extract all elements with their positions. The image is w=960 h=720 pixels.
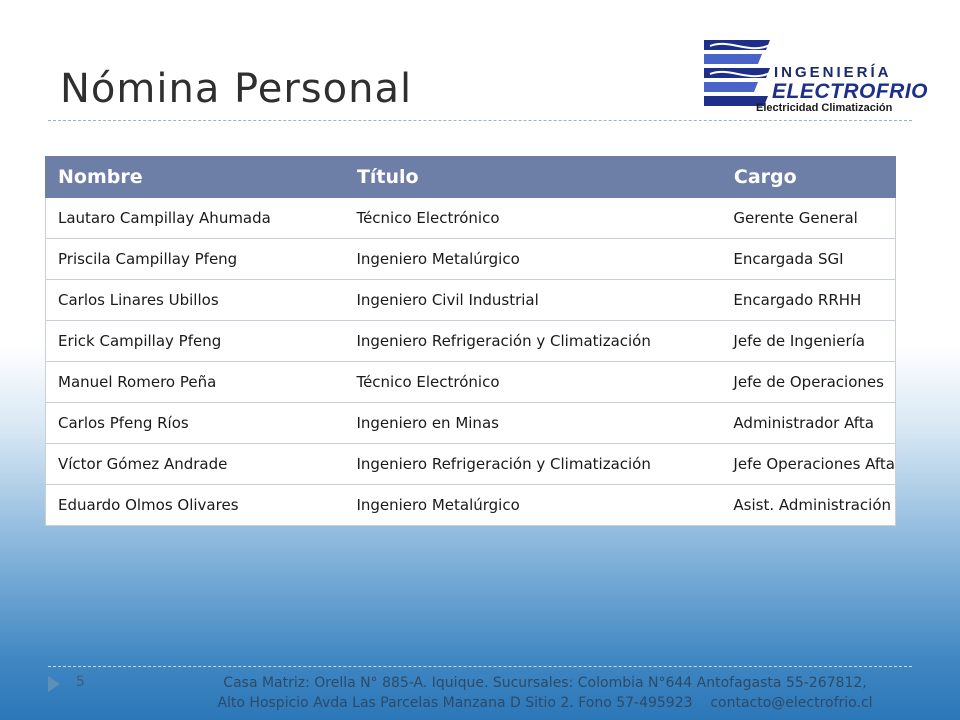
cell-titulo: Ingeniero Metalúrgico (344, 239, 721, 280)
cell-nombre: Manuel Romero Peña (46, 362, 345, 403)
cell-cargo: Encargada SGI (721, 239, 895, 280)
cell-titulo: Ingeniero Refrigeración y Climatización (344, 321, 721, 362)
cell-nombre: Eduardo Olmos Olivares (46, 485, 345, 526)
company-logo (700, 30, 928, 114)
footer-contact (150, 673, 940, 713)
cell-nombre: Carlos Pfeng Ríos (46, 403, 345, 444)
cell-titulo: Ingeniero Refrigeración y Climatización (344, 444, 721, 485)
cell-cargo: Administrador Afta (721, 403, 895, 444)
cell-cargo: Asist. Administración (721, 485, 895, 526)
logo-tagline: Electricidad Climatización (756, 102, 893, 114)
table-row (46, 362, 896, 403)
title-divider (48, 120, 912, 121)
table-header-row (46, 157, 896, 198)
table-row (46, 280, 896, 321)
triangle-bullet-icon (48, 676, 60, 692)
cell-titulo: Ingeniero en Minas (344, 403, 721, 444)
column-header-nombre: Nombre (46, 157, 345, 198)
cell-nombre: Carlos Linares Ubillos (46, 280, 345, 321)
slide-title: Nómina Personal (60, 66, 413, 112)
cell-nombre: Erick Campillay Pfeng (46, 321, 345, 362)
logo-brand-name: ELECTROFRIO (772, 80, 928, 103)
table-row (46, 485, 896, 526)
cell-titulo: Técnico Electrónico (344, 198, 721, 239)
table-row (46, 321, 896, 362)
cell-titulo: Técnico Electrónico (344, 362, 721, 403)
cell-cargo: Jefe de Ingeniería (721, 321, 895, 362)
column-header-titulo: Título (344, 157, 721, 198)
cell-cargo: Gerente General (721, 198, 895, 239)
table-row (46, 198, 896, 239)
page-number: 5 (76, 674, 85, 690)
footer-divider (48, 666, 912, 667)
cell-nombre: Víctor Gómez Andrade (46, 444, 345, 485)
cell-titulo: Ingeniero Civil Industrial (344, 280, 721, 321)
footer-line-1: Casa Matriz: Orella N° 885-A. Iquique. Sucursales: Colombia N°644 Antofagasta 55-267812, (223, 675, 867, 691)
table-row (46, 403, 896, 444)
cell-titulo: Ingeniero Metalúrgico (344, 485, 721, 526)
cell-cargo: Encargado RRHH (721, 280, 895, 321)
cell-nombre: Lautaro Campillay Ahumada (46, 198, 345, 239)
staff-table (45, 156, 896, 526)
column-header-cargo: Cargo (721, 157, 895, 198)
cell-cargo: Jefe Operaciones Afta (721, 444, 895, 485)
logo-line1: INGENIERÍA (774, 64, 892, 81)
cell-cargo: Jefe de Operaciones (721, 362, 895, 403)
table-row (46, 239, 896, 280)
footer-line-2: Alto Hospicio Avda Las Parcelas Manzana D Sitio 2. Fono 57-495923 contacto@electrofrio.cl (217, 695, 873, 711)
cell-nombre: Priscila Campillay Pfeng (46, 239, 345, 280)
table-row (46, 444, 896, 485)
